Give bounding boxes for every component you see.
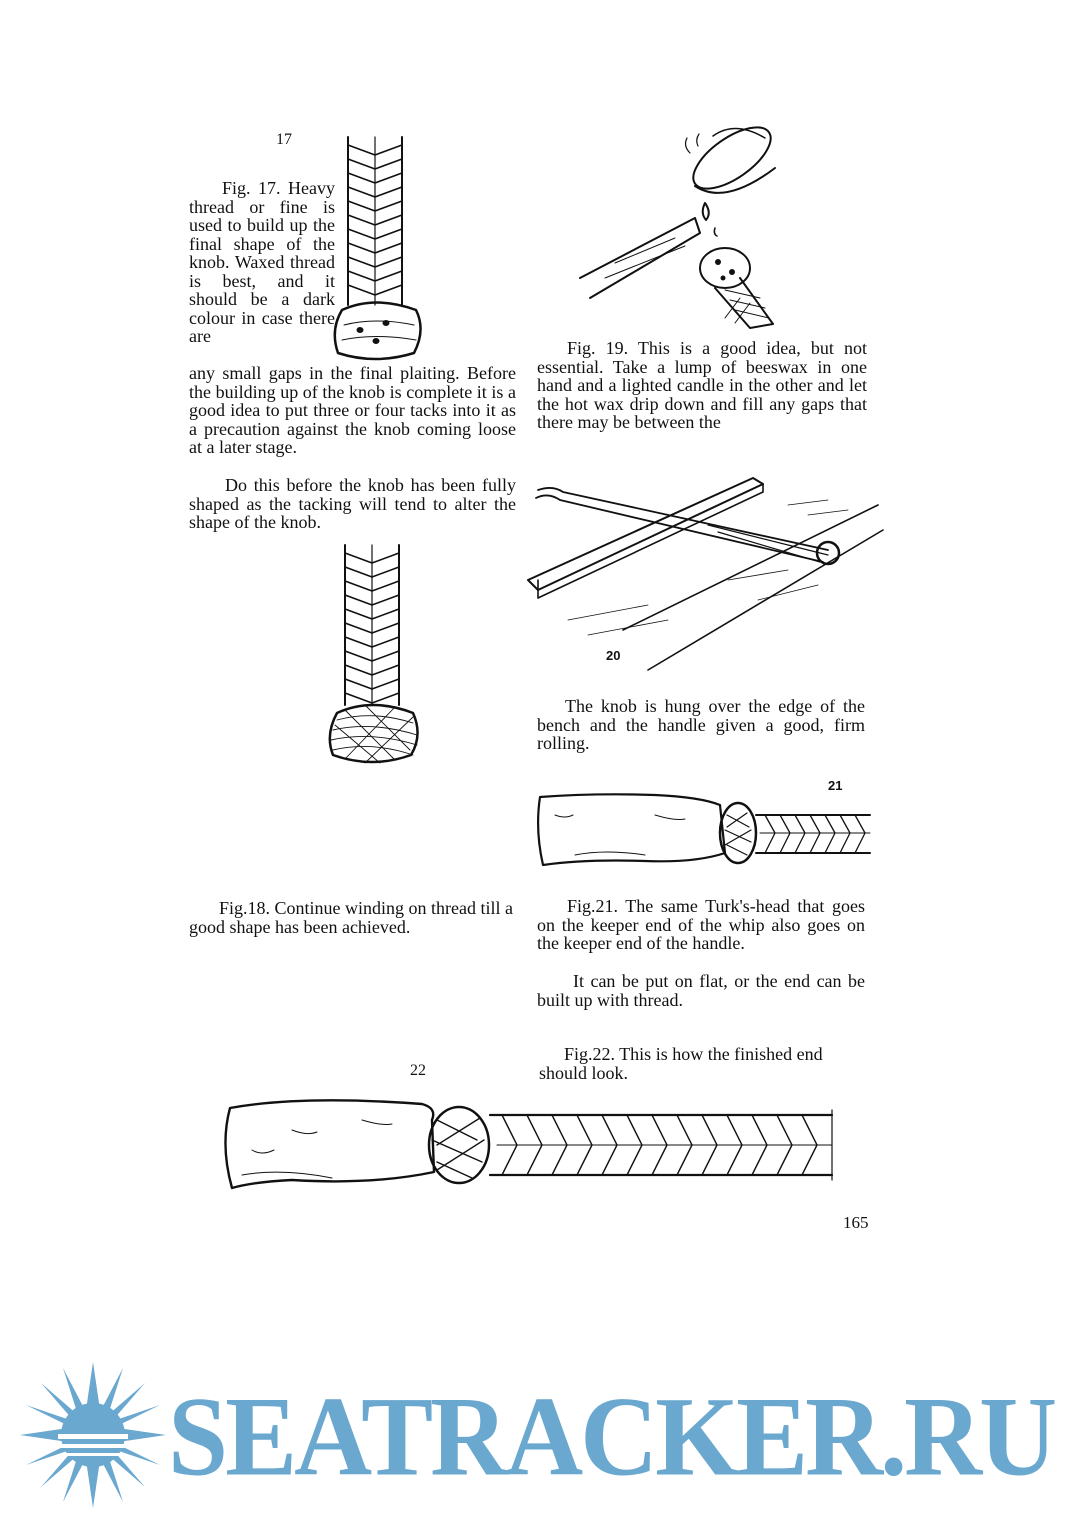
fig21-caption: Fig.21. The same Turk's-head that goes on the keeper end of the whip also goes on the keeper end of the handle. [537,896,865,953]
fig18-illustration [325,545,425,770]
fig17-paragraph-2: Do this before the knob has been fully shaped as the tacking will tend to alter the shape of the knob. [189,475,516,532]
page-number: 165 [843,1213,869,1232]
fig17-caption-narrow: Fig. 17. Heavy thread or fine is used to build up the final shape of the knob. Waxed thread is best, and it should be a dark colour in case there are [189,178,335,346]
fig21-paragraph-2: It can be put on flat, or the end can be built up with thread. [537,971,865,1010]
sun-logo-icon [18,1360,168,1510]
fig20-caption: The knob is hung over the edge of the bench and the handle given a good, firm rolling. [537,696,865,753]
fig21-illustration [535,775,880,875]
fig19-caption: Fig. 19. This is a good idea, but not essential. Take a lump of beeswax in one hand and a lighted candle in the other and let the hot wax drip down and fill any gaps that there may be between the [537,338,867,432]
watermark-text: SEATRACKER.RU [168,1375,1055,1500]
fig19-illustration [575,128,780,338]
fig18-caption: Fig.18. Continue winding on thread till a good shape has been achieved. [189,898,513,937]
fig22-caption: Fig.22. This is how the finished end should look. [539,1044,823,1083]
fig20-label: 20 [606,648,621,663]
fig17-illustration [330,135,430,360]
fig20-illustration [528,470,883,685]
fig22-label: 22 [410,1062,426,1079]
fig22-illustration [222,1090,837,1195]
fig17-label: 17 [276,131,292,148]
fig21-label: 21 [828,778,843,793]
fig17-caption-wide: any small gaps in the final plaiting. Before the building up of the knob is complete it is a good idea to put three or four tacks into it as a precaution against the knob coming loose at a later stage. [189,363,516,457]
